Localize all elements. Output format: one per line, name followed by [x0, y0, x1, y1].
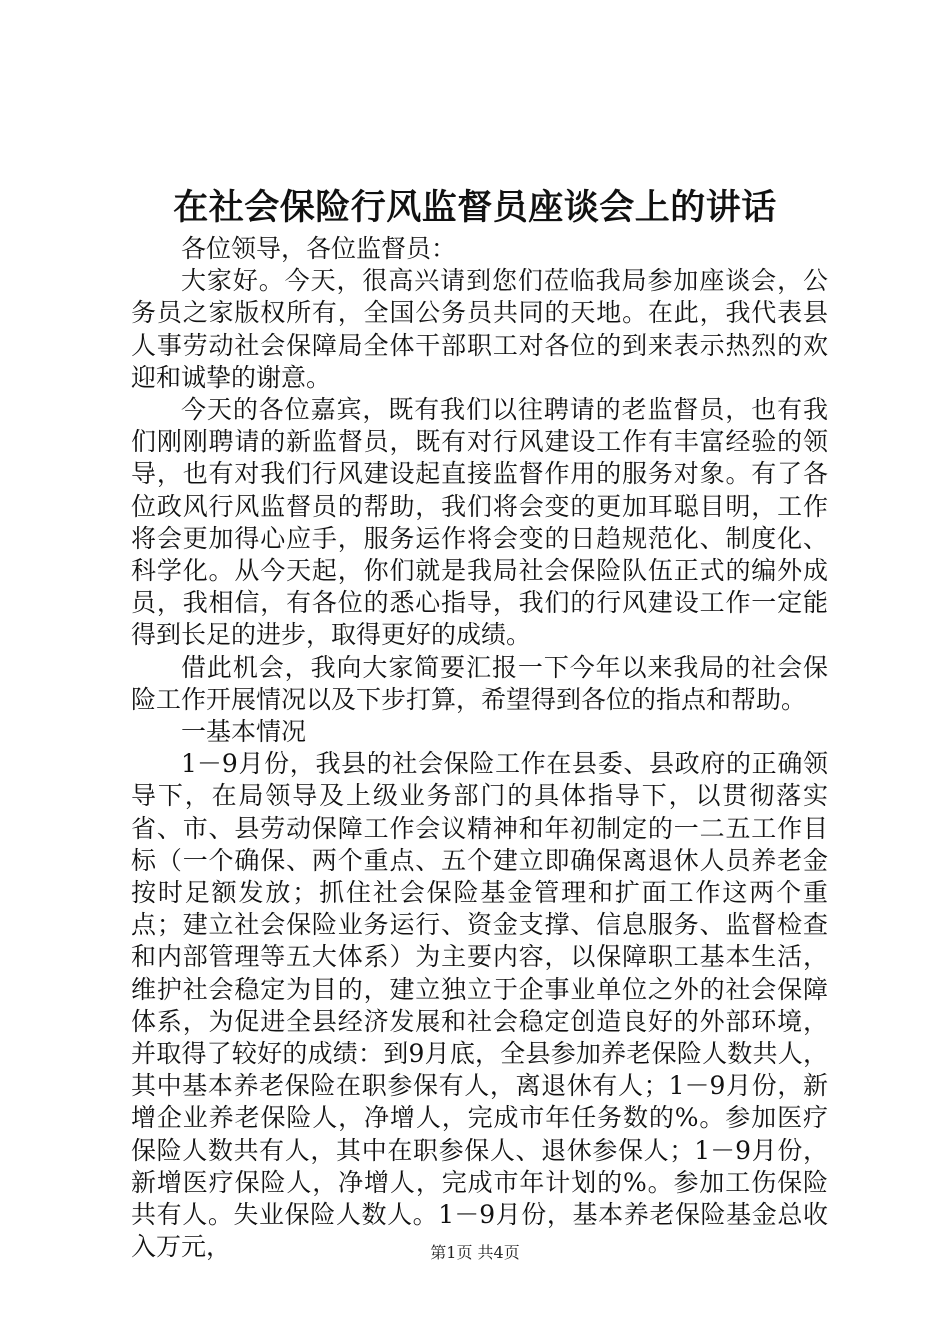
- salutation-paragraph: 各位领导，各位监督员：: [181, 234, 457, 263]
- section-heading: 一基本情况: [181, 717, 307, 747]
- page-number-footer: 第1页 共4页: [430, 1243, 520, 1262]
- document-body: [131, 233, 828, 1264]
- basic-situation-paragraph: 1－9月份，我县的社会保险工作在县委、县政府的正确领导下，在局领导及上级业务部门的具体指导下，以贯彻落实省、市、县劳动保障工作会议精神和年初制定的一二五工作目标（一个确保、两个重点、五个建立即确保离退休人员养老金按时足额发放；抓住社会保险基金管理和扩面工作这两个重点；建立社会保险业务运行、资金支撑、信息服务、监督检查和内部管理等五大体系）为主要内容，以保障职工基本生活，维护社会稳定为目的，建立独立于企事业单位之外的社会保障体系，为促进全县经济发展和社会稳定创造良好的外部环境，并取得了较好的成绩：到9月底，全县参加养老保险人数共人，其中基本养老保险在职参保有人，离退休有人；1－9月份，新增企业养老保险人，净增人，完成市年任务数的%。参加医疗保险人数共有人，其中在职参保人、退休参保人；1－9月份，新增医疗保险人，净增人，完成市年计划的%。参加工伤保险共有人。失业保险人数人。1－9月份，基本养老保险基金总收入万元，: [131, 749, 828, 1262]
- guests-paragraph: 今天的各位嘉宾，既有我们以往聘请的老监督员，也有我们刚刚聘请的新监督员，既有对行风建设工作有丰富经验的领导，也有对我们行风建设起直接监督作用的服务对象。有了各位政风行风监督员的帮助，我们将会变的更加耳聪目明，工作将会更加得心应手，服务运作将会变的日趋规范化、制度化、科学化。从今天起，你们就是我局社会保险队伍正式的编外成员，我相信，有各位的悉心指导，我们的行风建设工作一定能得到长足的进步，取得更好的成绩。: [131, 395, 828, 650]
- report-intro-paragraph: 借此机会，我向大家简要汇报一下今年以来我局的社会保险工作开展情况以及下步打算，希望得到各位的指点和帮助。: [131, 652, 828, 714]
- welcome-paragraph: 大家好。今天，很高兴请到您们莅临我局参加座谈会，公务员之家版权所有，全国公务员共同的天地。在此，我代表县人事劳动社会保障局全体干部职工对各位的到来表示热烈的欢迎和诚挚的谢意。: [131, 266, 828, 392]
- document-title: 在社会保险行风监督员座谈会上的讲话: [173, 187, 777, 228]
